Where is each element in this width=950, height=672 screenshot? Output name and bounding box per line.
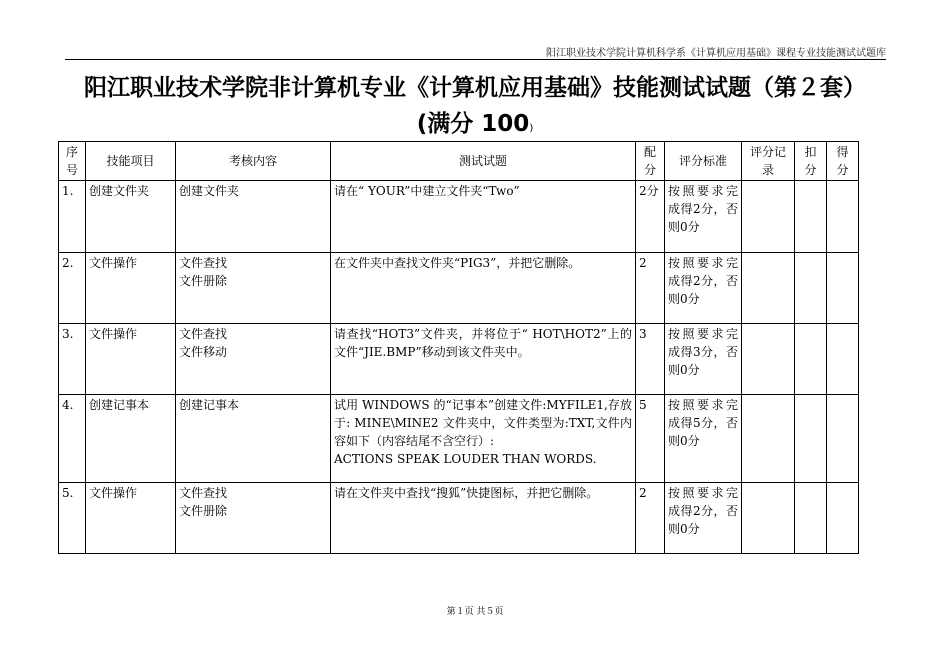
running-header: 阳江职业技术学院计算机科学系《计算机应用基础》课程专业技能测试试题库: [546, 48, 886, 59]
content-line: 文件查找: [179, 327, 228, 341]
row-deduct: [795, 483, 827, 554]
row-deduct: [795, 324, 827, 395]
row-content: [176, 181, 331, 253]
row-question: [331, 483, 636, 554]
score-text: (满分 100: [416, 111, 530, 137]
score-close: ): [529, 123, 534, 134]
row-standard: 按照要求完成得2分，否则0分: [665, 181, 742, 253]
header-question: 测试试题: [331, 142, 636, 181]
row-item: 文件操作: [86, 324, 176, 395]
question-line: 请在“ YOUR”中建立文件夹“Two”: [334, 184, 520, 198]
question-line: ACTIONS SPEAK LOUDER THAN WORDS.: [334, 452, 597, 466]
row-question: [331, 253, 636, 324]
table-row: [59, 483, 859, 554]
row-no: 1.: [59, 181, 86, 253]
row-record: [742, 253, 795, 324]
question-table: [58, 141, 859, 554]
title-main: 阳江职业技术学院非计算机专业《计算机应用基础》技能测试试题（第２套）: [84, 75, 866, 101]
row-question: [331, 395, 636, 483]
header-item: 技能项目: [86, 142, 176, 181]
content-line: 文件册除: [179, 274, 228, 288]
table-row: [59, 181, 859, 253]
row-no: 5.: [59, 483, 86, 554]
header-record: 评分记录: [742, 142, 795, 181]
row-content: [176, 483, 331, 554]
table-row: [59, 324, 859, 395]
question-line: 在文件夹中查找文件夹“PIG3”，并把它删除。: [334, 256, 581, 270]
content-line: 文件查找: [179, 486, 228, 500]
header-standard: 评分标准: [665, 142, 742, 181]
row-points: 2: [636, 253, 665, 324]
content-line: 创建文件夹: [179, 184, 240, 198]
row-earned: [827, 395, 859, 483]
row-item: 创建文件夹: [86, 181, 176, 253]
row-earned: [827, 483, 859, 554]
content-line: 文件册除: [179, 504, 228, 518]
header-earned: 得分: [827, 142, 859, 181]
row-points: 2分: [636, 181, 665, 253]
row-no: 4.: [59, 395, 86, 483]
row-no: 3.: [59, 324, 86, 395]
row-points: 2: [636, 483, 665, 554]
row-record: [742, 483, 795, 554]
header-rule: [65, 59, 886, 60]
row-deduct: [795, 253, 827, 324]
row-content: [176, 324, 331, 395]
row-content: [176, 395, 331, 483]
page-footer: 第１页 共５页: [446, 607, 504, 617]
row-no: 2.: [59, 253, 86, 324]
table-row: [59, 395, 859, 483]
question-line: 试用 WINDOWS 的“记事本”创建文件:MYFILE1,存放于: MINE\MINE2 文件夹中，文件类型为:TXT,文件内容如下（内容结尾不含空行）:: [334, 398, 632, 448]
row-content: [176, 253, 331, 324]
page-title: [40, 70, 910, 147]
header-no: 序号: [59, 142, 86, 181]
content-line: 创建记事本: [179, 398, 240, 412]
row-item: 文件操作: [86, 253, 176, 324]
content-line: 文件移动: [179, 345, 228, 359]
content-line: 文件查找: [179, 256, 228, 270]
header-content: 考核内容: [176, 142, 331, 181]
row-standard: 按照要求完成得2分，否则0分: [665, 253, 742, 324]
row-question: [331, 181, 636, 253]
row-item: 文件操作: [86, 483, 176, 554]
row-deduct: [795, 395, 827, 483]
row-earned: [827, 181, 859, 253]
row-earned: [827, 253, 859, 324]
question-line: 请在文件夹中查找“搜狐”快捷图标，并把它删除。: [334, 486, 599, 500]
row-deduct: [795, 181, 827, 253]
row-earned: [827, 324, 859, 395]
row-record: [742, 395, 795, 483]
table-row: [59, 253, 859, 324]
row-standard: 按照要求完成得5分，否则0分: [665, 395, 742, 483]
header-points: 配分: [636, 142, 665, 181]
header-deduct: 扣分: [795, 142, 827, 181]
row-points: 3: [636, 324, 665, 395]
row-points: 5: [636, 395, 665, 483]
row-standard: 按照要求完成得3分，否则0分: [665, 324, 742, 395]
row-record: [742, 181, 795, 253]
table-header-row: [59, 142, 859, 181]
row-standard: 按照要求完成得2分，否则0分: [665, 483, 742, 554]
question-line: 请查找“HOT3”文件夹，并将位于“ HOT\HOT2”上的文件“JIE.BMP”移动到该文件夹中。: [334, 327, 632, 359]
row-record: [742, 324, 795, 395]
row-item: 创建记事本: [86, 395, 176, 483]
row-question: [331, 324, 636, 395]
